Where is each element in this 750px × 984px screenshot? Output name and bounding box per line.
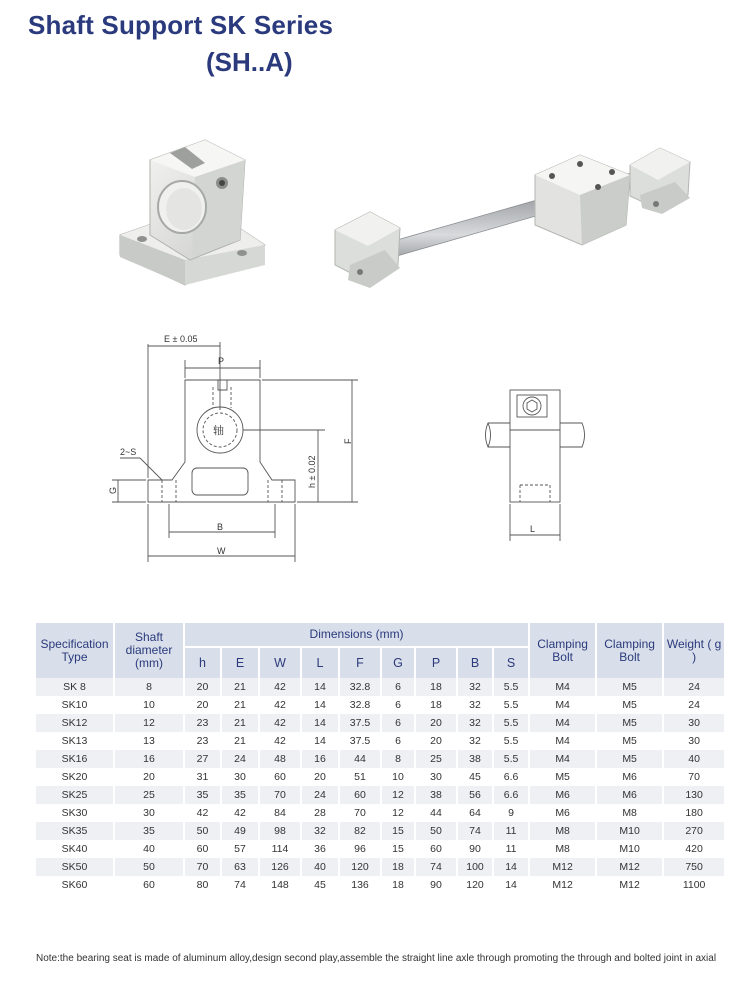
table-cell: 8 — [114, 678, 184, 696]
table-cell: 60 — [339, 786, 381, 804]
table-row — [36, 804, 724, 822]
table-cell: M6 — [596, 786, 663, 804]
table-cell: 35 — [114, 822, 184, 840]
table-cell: 32 — [301, 822, 339, 840]
f-dimension-label: F — [343, 438, 353, 444]
page-title: Shaft Support SK Series — [28, 10, 334, 40]
axis-label: 轴 — [213, 425, 224, 437]
table-cell: 40 — [301, 858, 339, 876]
table-cell: 20 — [415, 714, 457, 732]
table-cell: 27 — [184, 750, 221, 768]
h-dimension-label: h ± 0.02 — [307, 455, 317, 488]
header-dim-l: L — [301, 647, 339, 678]
header-dim-b: B — [457, 647, 493, 678]
table-cell: 5.5 — [493, 678, 529, 696]
table-cell: 23 — [184, 714, 221, 732]
table-cell: 6.6 — [493, 786, 529, 804]
table-row — [36, 768, 724, 786]
table-row — [36, 858, 724, 876]
table-cell: 30 — [663, 732, 724, 750]
table-cell: 6.6 — [493, 768, 529, 786]
table-cell: M6 — [529, 804, 596, 822]
table-cell: 74 — [221, 876, 259, 894]
table-cell: 14 — [301, 678, 339, 696]
header-dim-h: h — [184, 647, 221, 678]
table-cell: 10 — [381, 768, 415, 786]
table-cell: 12 — [114, 714, 184, 732]
table-cell: 136 — [339, 876, 381, 894]
table-cell: M10 — [596, 840, 663, 858]
table-cell: 96 — [339, 840, 381, 858]
table-cell: SK16 — [36, 750, 114, 768]
table-cell: 30 — [221, 768, 259, 786]
table-cell: M4 — [529, 678, 596, 696]
table-cell: 84 — [259, 804, 301, 822]
table-cell: 30 — [663, 714, 724, 732]
table-cell: SK10 — [36, 696, 114, 714]
table-cell: 120 — [339, 858, 381, 876]
table-cell: 70 — [184, 858, 221, 876]
table-cell: M5 — [596, 696, 663, 714]
table-cell: 60 — [259, 768, 301, 786]
table-cell: 38 — [415, 786, 457, 804]
table-cell: 20 — [301, 768, 339, 786]
table-cell: 60 — [415, 840, 457, 858]
table-cell: 14 — [301, 696, 339, 714]
table-cell: 270 — [663, 822, 724, 840]
table-cell: M12 — [596, 858, 663, 876]
table-cell: 21 — [221, 732, 259, 750]
table-cell: 45 — [301, 876, 339, 894]
table-cell: 21 — [221, 678, 259, 696]
table-cell: 11 — [493, 822, 529, 840]
spec-table — [36, 623, 724, 894]
table-cell: 35 — [221, 786, 259, 804]
table-cell: 70 — [259, 786, 301, 804]
table-cell: 90 — [457, 840, 493, 858]
table-cell: 42 — [259, 714, 301, 732]
table-cell: 60 — [184, 840, 221, 858]
s-dimension-label: 2~S — [120, 447, 137, 457]
table-cell: SK50 — [36, 858, 114, 876]
table-cell: M8 — [529, 840, 596, 858]
table-cell: 60 — [114, 876, 184, 894]
table-cell: 16 — [301, 750, 339, 768]
table-cell: SK35 — [36, 822, 114, 840]
header-dim-s: S — [493, 647, 529, 678]
table-cell: 56 — [457, 786, 493, 804]
w-dimension-label: W — [217, 546, 226, 556]
table-cell: 130 — [663, 786, 724, 804]
g-dimension-label: G — [108, 486, 118, 494]
table-cell: 20 — [415, 732, 457, 750]
table-cell: 42 — [259, 732, 301, 750]
table-cell: 31 — [184, 768, 221, 786]
table-cell: 13 — [114, 732, 184, 750]
table-cell: 32 — [457, 714, 493, 732]
table-cell: 24 — [663, 696, 724, 714]
table-cell: 40 — [663, 750, 724, 768]
table-cell: 82 — [339, 822, 381, 840]
table-cell: 20 — [114, 768, 184, 786]
table-cell: M5 — [596, 678, 663, 696]
table-cell: SK25 — [36, 786, 114, 804]
table-cell: 32 — [457, 678, 493, 696]
table-cell: 18 — [381, 858, 415, 876]
table-cell: 32 — [457, 732, 493, 750]
table-row — [36, 822, 724, 840]
table-row — [36, 876, 724, 894]
table-cell: 35 — [184, 786, 221, 804]
table-cell: 16 — [114, 750, 184, 768]
table-cell: 37.5 — [339, 714, 381, 732]
header-dimensions: Dimensions (mm) — [184, 623, 529, 647]
table-cell: 48 — [259, 750, 301, 768]
table-cell: 42 — [221, 804, 259, 822]
table-cell: 14 — [493, 876, 529, 894]
table-cell: 90 — [415, 876, 457, 894]
table-cell: 5.5 — [493, 732, 529, 750]
table-cell: 44 — [415, 804, 457, 822]
page-subtitle: (SH..A) — [206, 47, 293, 77]
header-dim-p: P — [415, 647, 457, 678]
header-clamping-bolt-1: Clamping Bolt — [529, 623, 596, 678]
table-cell: M8 — [596, 804, 663, 822]
table-cell: 28 — [301, 804, 339, 822]
table-cell: 63 — [221, 858, 259, 876]
table-cell: 24 — [663, 678, 724, 696]
shaft-assembly-photo — [330, 140, 700, 295]
table-cell: 49 — [221, 822, 259, 840]
header-weight: Weight ( g ) — [663, 623, 724, 678]
table-cell: 36 — [301, 840, 339, 858]
table-cell: M4 — [529, 750, 596, 768]
table-cell: M8 — [529, 822, 596, 840]
table-cell: M4 — [529, 696, 596, 714]
table-row — [36, 732, 724, 750]
table-cell: 57 — [221, 840, 259, 858]
table-cell: 15 — [381, 822, 415, 840]
table-cell: SK12 — [36, 714, 114, 732]
table-cell: 25 — [114, 786, 184, 804]
header-spec-type: Specification Type — [36, 623, 114, 678]
table-cell: 9 — [493, 804, 529, 822]
table-cell: M4 — [529, 732, 596, 750]
table-cell: 15 — [381, 840, 415, 858]
table-cell: 6 — [381, 714, 415, 732]
table-cell: 6 — [381, 732, 415, 750]
table-cell: 23 — [184, 732, 221, 750]
table-row — [36, 696, 724, 714]
table-cell: 44 — [339, 750, 381, 768]
table-cell: 6 — [381, 696, 415, 714]
table-cell: 5.5 — [493, 750, 529, 768]
header-shaft-diameter: Shaft diameter (mm) — [114, 623, 184, 678]
table-cell: 11 — [493, 840, 529, 858]
table-cell: 1100 — [663, 876, 724, 894]
table-cell: 120 — [457, 876, 493, 894]
table-cell: 14 — [493, 858, 529, 876]
table-cell: 14 — [301, 732, 339, 750]
table-cell: 21 — [221, 696, 259, 714]
table-cell: 70 — [663, 768, 724, 786]
table-cell: M5 — [529, 768, 596, 786]
table-cell: 40 — [114, 840, 184, 858]
table-cell: 80 — [184, 876, 221, 894]
table-cell: M10 — [596, 822, 663, 840]
header-dim-g: G — [381, 647, 415, 678]
table-cell: 12 — [381, 786, 415, 804]
table-cell: M6 — [529, 786, 596, 804]
table-cell: 42 — [259, 678, 301, 696]
footnote: Note:the bearing seat is made of aluminum alloy,design second play,assemble the straight line axle through promoting the through and bolted joint in axial — [36, 953, 717, 964]
table-cell: 30 — [114, 804, 184, 822]
table-cell: 50 — [184, 822, 221, 840]
table-cell: 98 — [259, 822, 301, 840]
header-dim-f: F — [339, 647, 381, 678]
table-cell: M12 — [529, 876, 596, 894]
table-cell: 18 — [381, 876, 415, 894]
table-cell: M5 — [596, 750, 663, 768]
table-cell: 180 — [663, 804, 724, 822]
p-dimension-label: P — [218, 356, 225, 366]
table-cell: 50 — [114, 858, 184, 876]
table-cell: 70 — [339, 804, 381, 822]
table-cell: 24 — [301, 786, 339, 804]
table-cell: 20 — [184, 678, 221, 696]
table-cell: 32.8 — [339, 696, 381, 714]
shaft-support-photo — [110, 135, 275, 295]
table-cell: M5 — [596, 732, 663, 750]
table-cell: SK 8 — [36, 678, 114, 696]
table-cell: 21 — [221, 714, 259, 732]
table-cell: M4 — [529, 714, 596, 732]
table-cell: SK20 — [36, 768, 114, 786]
table-cell: M12 — [596, 876, 663, 894]
table-cell: 5.5 — [493, 714, 529, 732]
table-row — [36, 714, 724, 732]
header-dim-w: W — [259, 647, 301, 678]
table-cell: 420 — [663, 840, 724, 858]
table-cell: 18 — [415, 696, 457, 714]
table-cell: SK40 — [36, 840, 114, 858]
table-row — [36, 786, 724, 804]
table-cell: 8 — [381, 750, 415, 768]
table-cell: 45 — [457, 768, 493, 786]
e-dimension-label: E ± 0.05 — [164, 334, 198, 344]
table-cell: 148 — [259, 876, 301, 894]
table-cell: 32.8 — [339, 678, 381, 696]
table-row — [36, 750, 724, 768]
table-cell: 18 — [415, 678, 457, 696]
table-cell: 14 — [301, 714, 339, 732]
front-view-drawing — [100, 330, 380, 570]
table-row — [36, 840, 724, 858]
table-cell: 100 — [457, 858, 493, 876]
header-clamping-bolt-2: Clamping Bolt — [596, 623, 663, 678]
side-view-drawing — [480, 385, 600, 545]
table-cell: 12 — [381, 804, 415, 822]
table-cell: 37.5 — [339, 732, 381, 750]
table-cell: 64 — [457, 804, 493, 822]
table-cell: SK30 — [36, 804, 114, 822]
table-cell: 74 — [457, 822, 493, 840]
table-cell: SK13 — [36, 732, 114, 750]
table-cell: 6 — [381, 678, 415, 696]
l-dimension-label: L — [530, 524, 536, 534]
table-cell: 38 — [457, 750, 493, 768]
table-cell: M12 — [529, 858, 596, 876]
table-cell: 32 — [457, 696, 493, 714]
table-cell: 74 — [415, 858, 457, 876]
table-cell: 42 — [184, 804, 221, 822]
table-cell: M5 — [596, 714, 663, 732]
table-cell: 24 — [221, 750, 259, 768]
table-cell: 25 — [415, 750, 457, 768]
table-cell: 5.5 — [493, 696, 529, 714]
table-cell: 20 — [184, 696, 221, 714]
b-dimension-label: B — [217, 522, 224, 532]
table-cell: 51 — [339, 768, 381, 786]
table-cell: SK60 — [36, 876, 114, 894]
table-cell: 42 — [259, 696, 301, 714]
table-cell: 114 — [259, 840, 301, 858]
table-cell: M6 — [596, 768, 663, 786]
table-cell: 50 — [415, 822, 457, 840]
table-cell: 750 — [663, 858, 724, 876]
table-cell: 10 — [114, 696, 184, 714]
table-cell: 126 — [259, 858, 301, 876]
table-row — [36, 678, 724, 696]
header-dim-e: E — [221, 647, 259, 678]
table-cell: 30 — [415, 768, 457, 786]
